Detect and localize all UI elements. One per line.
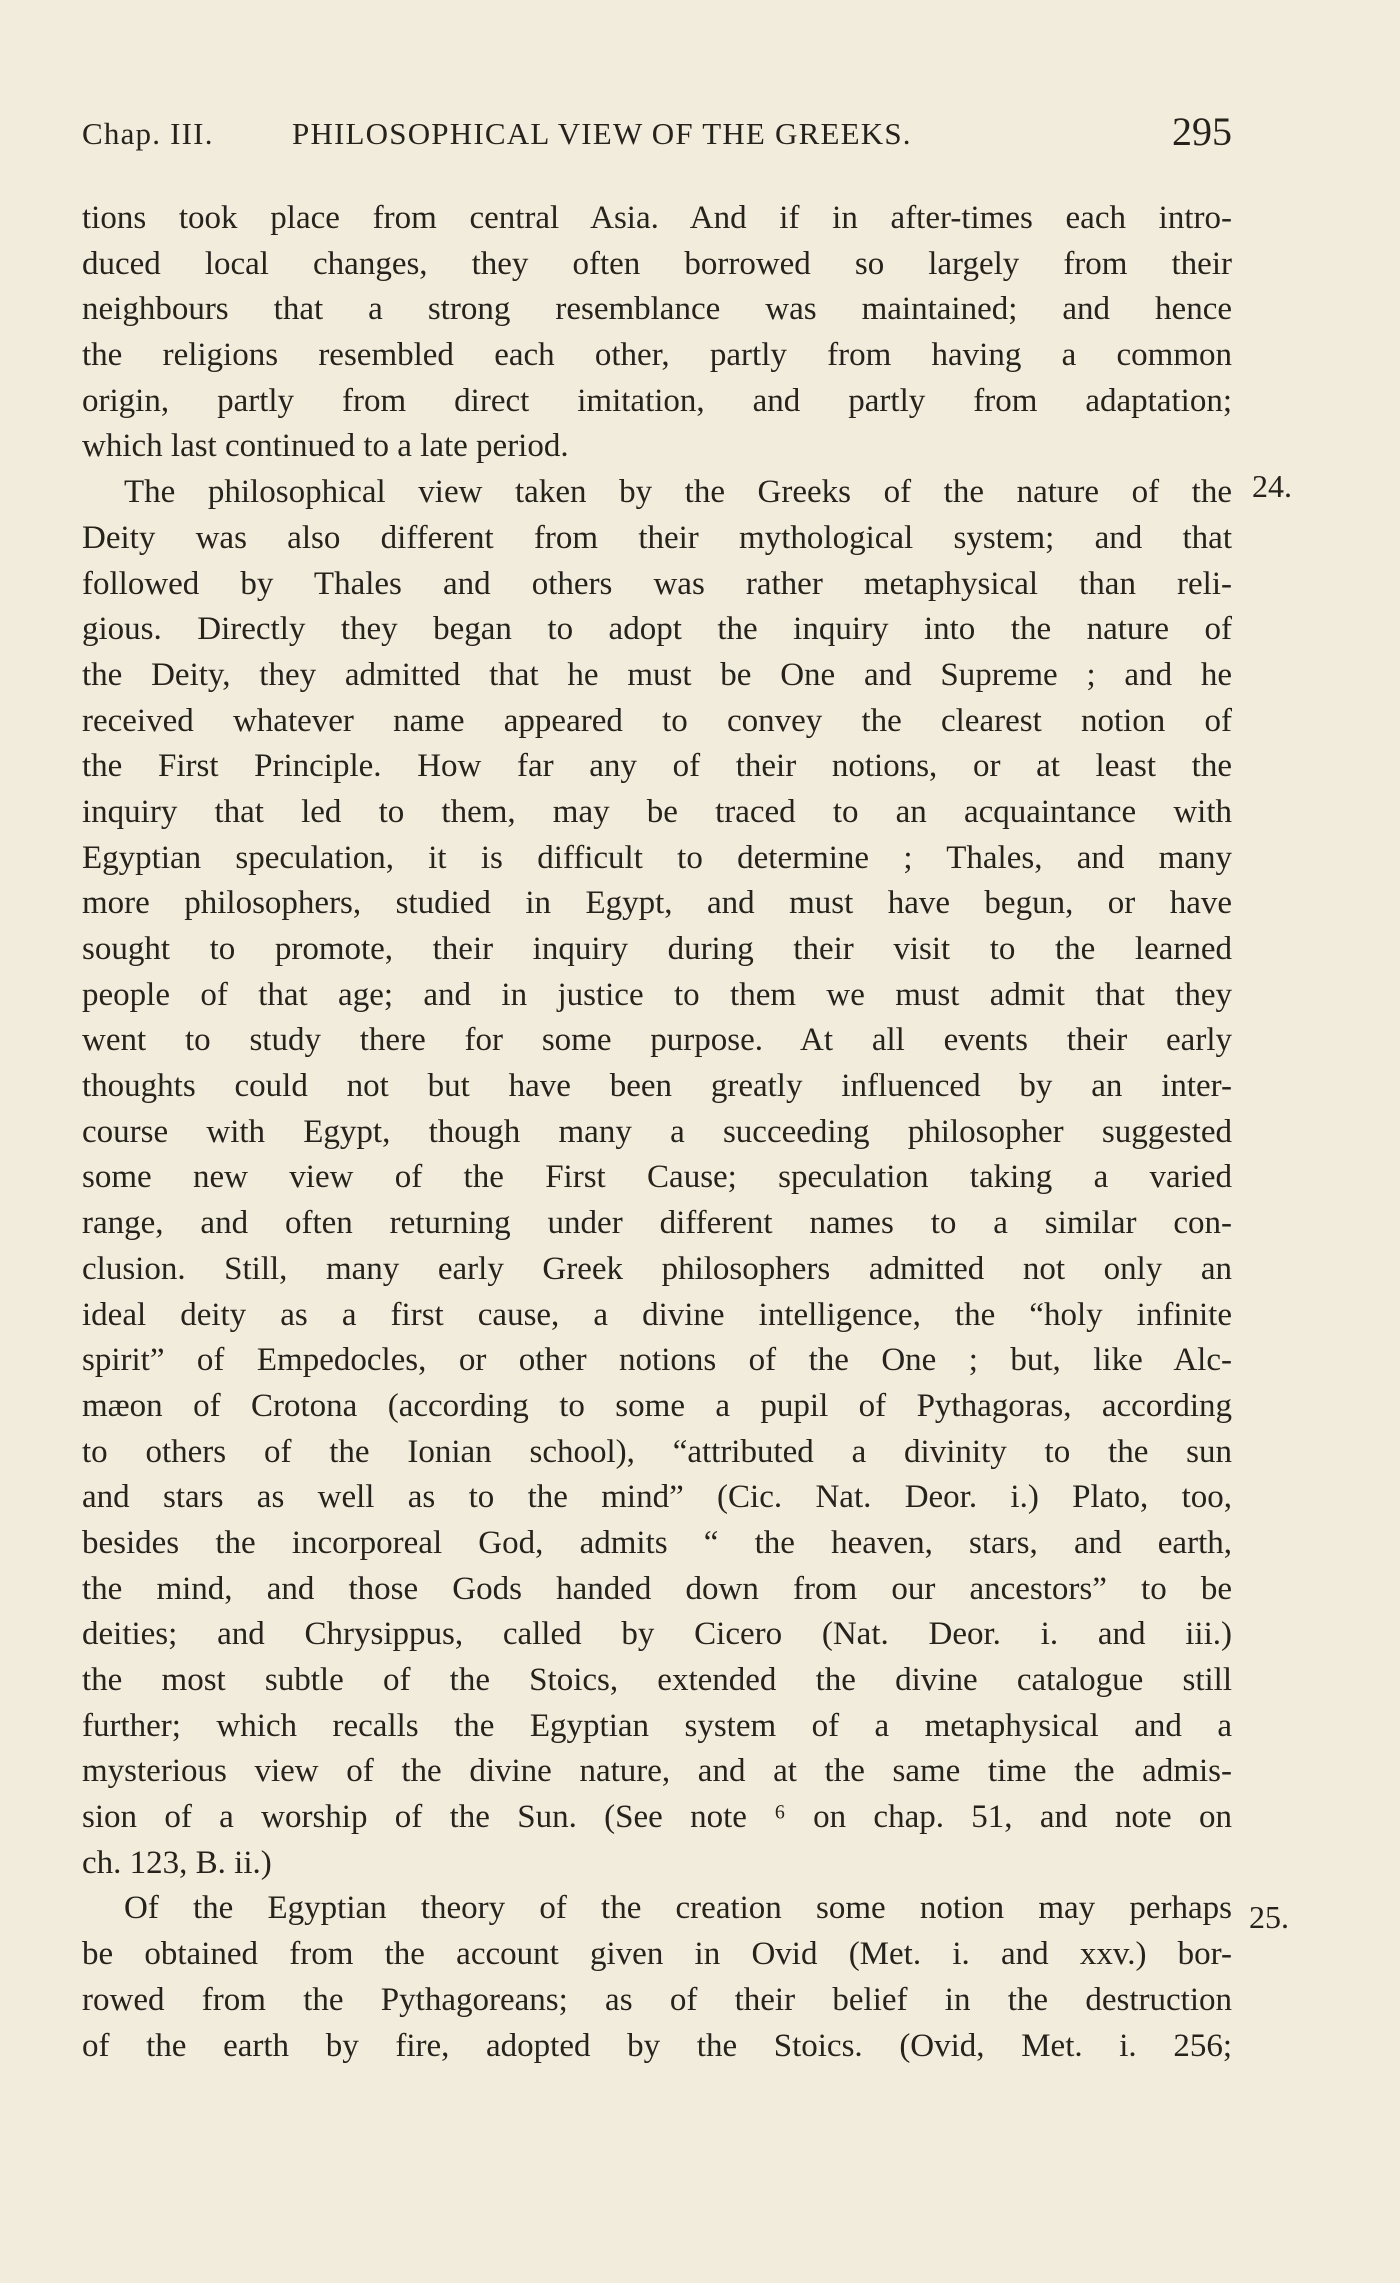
text-line: be obtained from the account given in Ovid (Met. i. and xxv.) bor- [82,1936,1232,1973]
text-line: tions took place from central Asia. And if in after-times each intro- [82,200,1232,236]
text-line: thoughts could not but have been greatly influenced by an inter- [82,1068,1232,1105]
text-line: the First Principle. How far any of their notions, or at least the [82,748,1232,785]
text-line: besides the incorporeal God, admits “ the heaven, stars, and earth, [82,1524,1232,1561]
text-line: to others of the Ionian school), “attributed a divinity to the sun [82,1433,1232,1470]
text-line: the religions resembled each other, partly from having a common [82,337,1232,374]
text-line: origin, partly from direct imitation, and partly from adaptation; [82,382,1232,419]
chapter-label: Chap. III. [82,116,214,151]
text-line: which last continued to a late period. [82,428,569,465]
text-line: and stars as well as to the mind” (Cic. Nat. Deor. i.) Plato, too, [82,1479,1232,1516]
page-number: 295 [1172,109,1232,154]
text-line: mæon of Crotona (according to some a pupil of Pythagoras, according [82,1387,1232,1424]
text-line: the mind, and those Gods handed down from our ancestors” to be [82,1570,1232,1607]
text-line: gious. Directly they began to adopt the inquiry into the nature of [82,611,1232,648]
text-line: The philosophical view taken by the Greeks of the nature of the [124,474,1232,511]
text-line: some new view of the First Cause; speculation taking a varied [82,1159,1232,1196]
text-line: neighbours that a strong resemblance was maintained; and hence [82,291,1232,328]
running-title: PHILOSOPHICAL VIEW OF THE GREEKS. [292,116,912,151]
text-line: went to study there for some purpose. At all events their early [82,1022,1232,1059]
text-line: more philosophers, studied in Egypt, and must have begun, or have [82,885,1232,922]
text-line: mysterious view of the divine nature, and at the same time the admis- [82,1753,1232,1790]
text-line: followed by Thales and others was rather metaphysical than reli- [82,565,1232,602]
text-line: people of that age; and in justice to them we must admit that they [82,976,1232,1013]
text-line: received whatever name appeared to convey the clearest notion of [82,702,1232,739]
text-line: Deity was also different from their mythological system; and that [82,519,1232,556]
text-line: of the earth by fire, adopted by the Stoics. (Ovid, Met. i. 256; [82,2027,1232,2064]
text-line: range, and often returning under different names to a similar con- [82,1205,1232,1242]
text-line: further; which recalls the Egyptian system of a metaphysical and a [82,1707,1232,1744]
text-line: the most subtle of the Stoics, extended the divine catalogue still [82,1662,1232,1698]
text-line: rowed from the Pythagoreans; as of their belief in the destruction [82,1981,1232,2018]
body-text [82,196,1232,2069]
text-line: inquiry that led to them, may be traced to an acquaintance with [82,793,1232,830]
text-line: the Deity, they admitted that he must be One and Supreme ; and he [82,656,1232,693]
text-line: clusion. Still, many early Greek philosophers admitted not only an [82,1250,1232,1287]
text-line: duced local changes, they often borrowed so largely from their [82,245,1232,282]
text-line: deities; and Chrysippus, called by Cicero (Nat. Deor. i. and iii.) [82,1616,1232,1653]
margin-section-number: 24. [1252,468,1292,504]
text-line: ch. 123, B. ii.) [82,1844,272,1881]
text-line: ideal deity as a first cause, a divine intelligence, the “holy infinite [82,1296,1232,1333]
text-line: course with Egypt, though many a succeeding philosopher suggested [82,1113,1232,1150]
text-line: sion of a worship of the Sun. (See note ⁶ on chap. 51, and note on [82,1799,1232,1836]
text-line: spirit” of Empedocles, or other notions of the One ; but, like Alc- [82,1342,1232,1379]
text-line: Egyptian speculation, it is difficult to determine ; Thales, and many [82,839,1232,876]
margin-section-number: 25. [1249,1899,1289,1935]
text-line: Of the Egyptian theory of the creation some notion may perhaps [124,1890,1232,1927]
text-line: sought to promote, their inquiry during their visit to the learned [82,931,1232,967]
running-header [82,108,1232,158]
